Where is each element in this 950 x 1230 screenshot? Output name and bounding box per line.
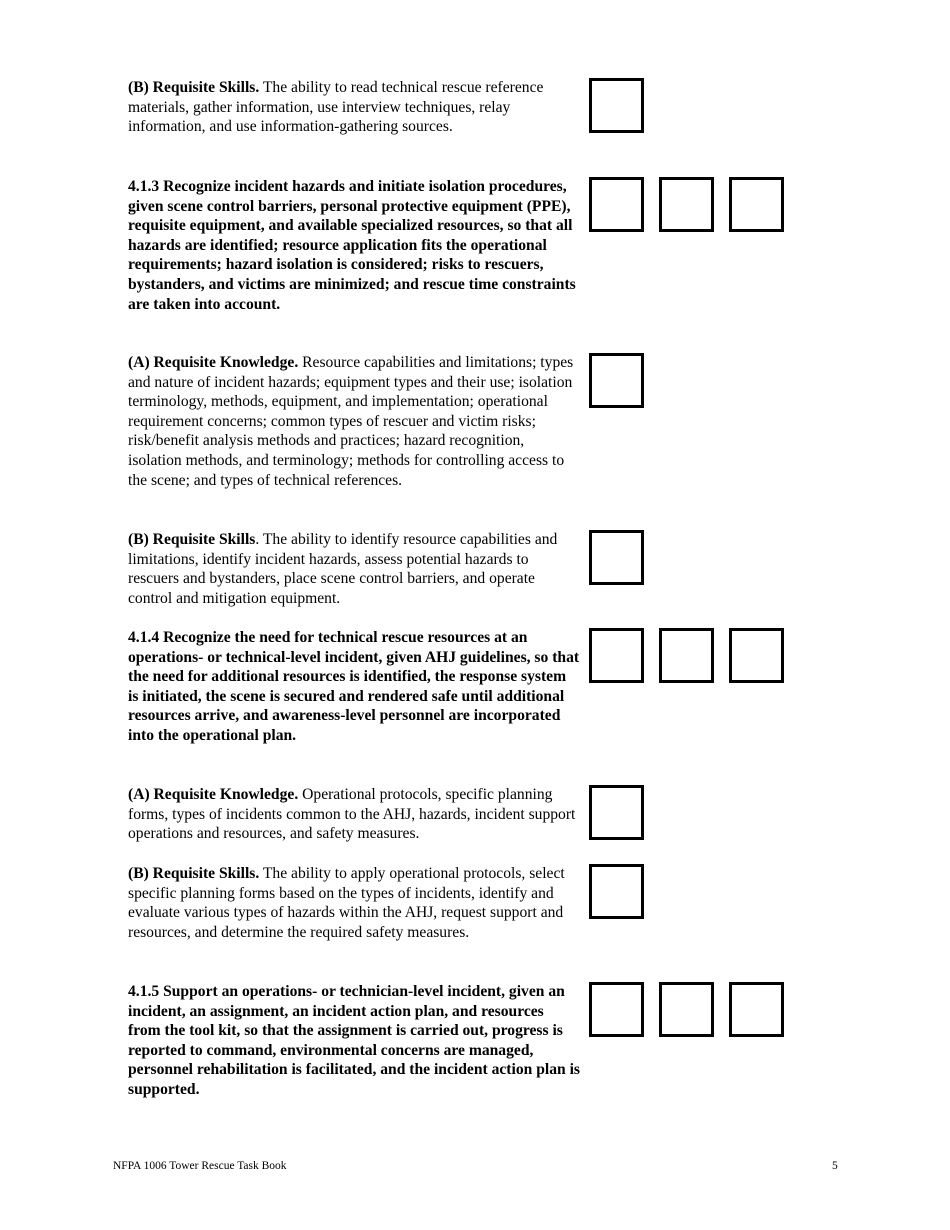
signoff-checkbox[interactable]: [589, 785, 644, 840]
page-number: 5: [832, 1160, 838, 1172]
requisite-knowledge-paragraph: [128, 785, 578, 844]
requisite-skills-paragraph: [128, 864, 578, 942]
jpr-4-1-3-statement: 4.1.3 Recognize incident hazards and initiate isolation procedures, given scene control barriers, personal protective equipment (PPE), requisite equipment, and available specialized resources, so that all hazards are identified; resource application fits the operational requirements; hazard isolation is considered; risks to rescuers, bystanders, and victims are minimized; and rescue time constraints are taken into account.: [128, 178, 576, 313]
requisite-skills-lead: (B) Requisite Skills.: [128, 79, 260, 96]
requisite-skills-lead: (B) Requisite Skills: [128, 531, 256, 548]
requisite-skills-paragraph: [128, 530, 578, 608]
signoff-checkbox[interactable]: [589, 530, 644, 585]
requisite-skills-paragraph: [128, 78, 578, 137]
requisite-skills-text: The ability to apply operational protocols, select specific planning forms based on the types of incidents, identify and evaluate various types of hazards within the AHJ, request support and resources, and determine the required safety measures.: [128, 865, 565, 941]
signoff-checkbox-3[interactable]: [729, 982, 784, 1037]
signoff-checkbox-1[interactable]: [589, 982, 644, 1037]
requisite-knowledge-paragraph: [128, 353, 578, 490]
footer-document-title: NFPA 1006 Tower Rescue Task Book: [113, 1160, 287, 1172]
signoff-checkbox[interactable]: [589, 353, 644, 408]
signoff-checkbox-2[interactable]: [659, 177, 714, 232]
requisite-skills-text: The ability to read technical rescue reference materials, gather information, use interview techniques, relay information, and use information-gathering sources.: [128, 79, 544, 136]
signoff-checkbox-2[interactable]: [659, 628, 714, 683]
signoff-checkbox-1[interactable]: [589, 628, 644, 683]
requisite-skills-lead: (B) Requisite Skills.: [128, 865, 260, 882]
requisite-knowledge-text: Resource capabilities and limitations; types and nature of incident hazards; equipment types and their use; isolation terminology, methods, equipment, and implementation; operational requirement concerns; common types of rescuer and victim risks; risk/benefit analysis methods and practices; hazard recognition, isolation methods, and terminology; methods for controlling access to the scene; and types of technical references.: [128, 354, 574, 489]
signoff-checkbox-3[interactable]: [729, 628, 784, 683]
jpr-4-1-5-statement: 4.1.5 Support an operations- or technician-level incident, given an incident, an assignment, an incident action plan, and resources from the tool kit, so that the assignment is carried out, progress is reported to command, environmental concerns are managed, personnel rehabilitation is facilitated, and the incident action plan is supported.: [128, 983, 580, 1098]
requisite-skills-text: . The ability to identify resource capabilities and limitations, identify incident hazards, assess potential hazards to rescuers and bystanders, place scene control barriers, and operate control and mitigation equipment.: [128, 531, 558, 607]
signoff-checkbox[interactable]: [589, 78, 644, 133]
signoff-checkbox-3[interactable]: [729, 177, 784, 232]
signoff-checkbox[interactable]: [589, 864, 644, 919]
jpr-4-1-4-statement: 4.1.4 Recognize the need for technical rescue resources at an operations- or technical-level incident, given AHJ guidelines, so that the need for additional resources is identified, the response system is initiated, the scene is secured and rendered safe until additional resources arrive, and awareness-level personnel are incorporated into the operational plan.: [128, 629, 580, 744]
requisite-knowledge-lead: (A) Requisite Knowledge.: [128, 354, 299, 371]
requisite-knowledge-lead: (A) Requisite Knowledge.: [128, 786, 299, 803]
signoff-checkbox-1[interactable]: [589, 177, 644, 232]
signoff-checkbox-2[interactable]: [659, 982, 714, 1037]
requisite-knowledge-text: Operational protocols, specific planning forms, types of incidents common to the AHJ, hazards, incident support operations and resources, and safety measures.: [128, 786, 576, 843]
